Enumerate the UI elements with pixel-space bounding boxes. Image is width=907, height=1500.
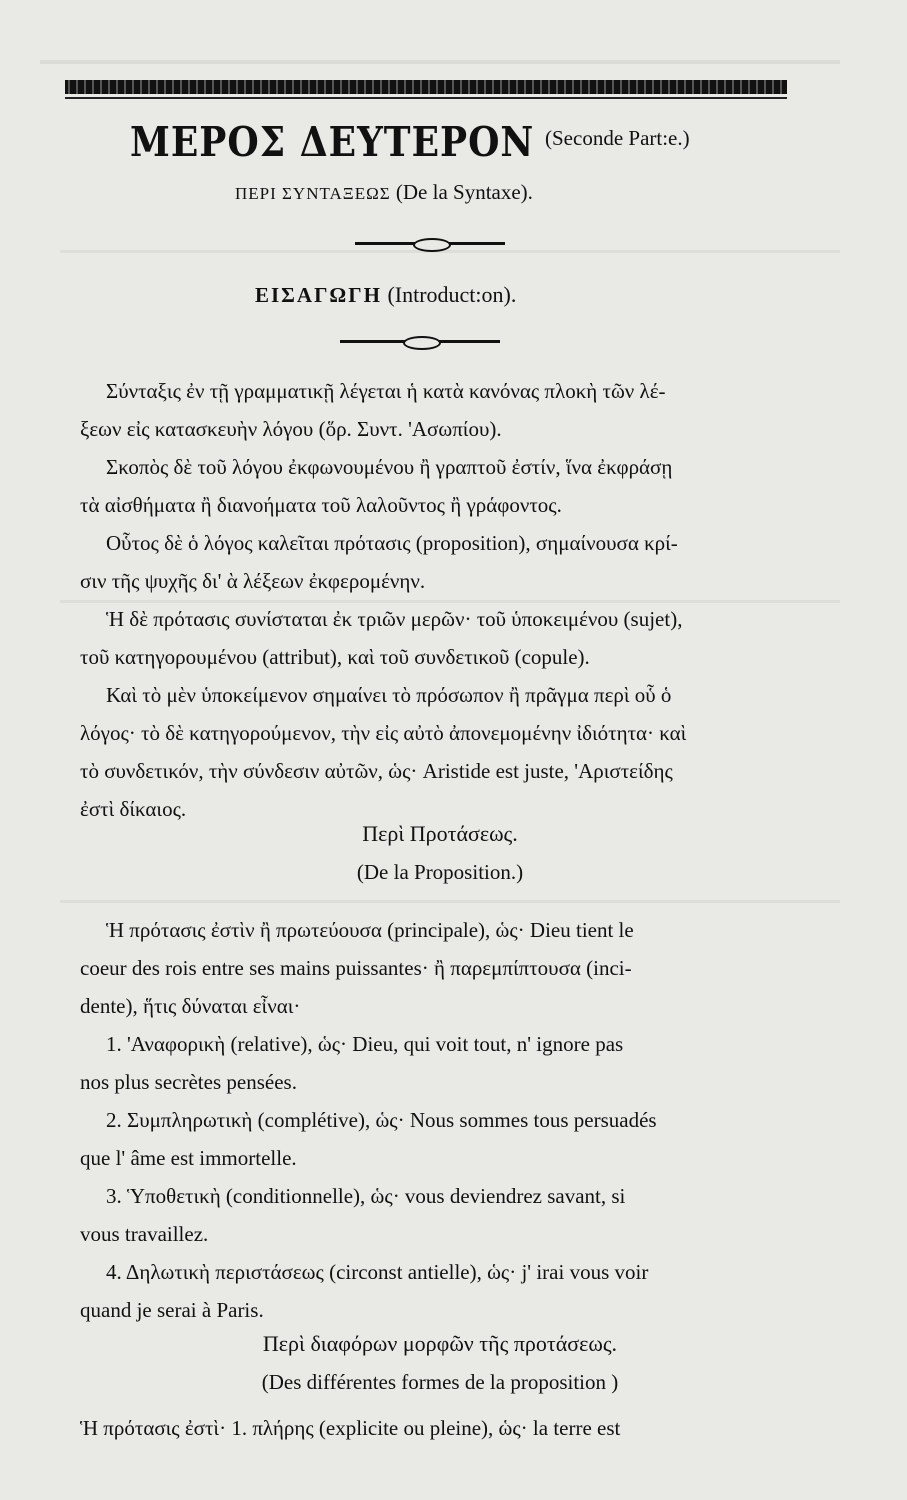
part-title: ΜΕΡΟΣ ΔΕΥΤΕΡΟΝ [130, 118, 535, 167]
list-item: 2. Συμπληρωτικὴ (complétive), ὡς· Nous sommes tous persuadés [106, 1108, 657, 1132]
syntax-heading [235, 180, 533, 205]
text-line: Σύνταξις ἐν τῇ γραμματικῇ λέγεται ἡ κατὰ κανόνας πλοκὴ τῶν λέ- [106, 379, 666, 403]
text-line: quand je serai à Paris. [80, 1298, 264, 1322]
header-rule-thin [65, 97, 787, 99]
section-heading-gr: Περὶ Προτάσεως. [362, 821, 518, 846]
ornament-divider [340, 340, 500, 343]
text-line: nos plus secrètes pensées. [80, 1070, 297, 1094]
text-line: Ἡ πρότασις ἐστὶν ἢ πρωτεύουσα (principale), ὡς· Dieu tient le [106, 918, 634, 942]
text-line: Καὶ τὸ μὲν ὑποκείμενον σημαίνει τὸ πρόσωπον ἢ πρᾶγμα περὶ οὗ ὁ [106, 683, 672, 707]
text-line: vous travaillez. [80, 1222, 209, 1246]
text-line: Σκοπὸς δὲ τοῦ λόγου ἐκφωνουμένου ἢ γραπτοῦ ἐστίν, ἵνα ἐκφράσῃ [106, 455, 673, 479]
text-line: que l' âme est immortelle. [80, 1146, 297, 1170]
section-heading-fr: (Des différentes formes de la proposition ) [261, 1370, 619, 1394]
text-line: ἐστὶ δίκαιος. [80, 797, 187, 821]
text-line: τοῦ κατηγορουμένου (attribut), καὶ τοῦ συνδετικοῦ (copule). [80, 645, 590, 669]
text-line: λόγος· τὸ δὲ κατηγορούμενον, τὴν εἰς αὐτὸ ἀπονεμομένην ἰδιότητα· καὶ [80, 721, 687, 745]
intro-heading-gr: ΕΙΣΑΓΩΓΗ [255, 283, 382, 307]
text-line: τὸ συνδετικόν, τὴν σύνδεσιν αὐτῶν, ὡς· Aristide est juste, 'Αριστείδης [80, 759, 673, 783]
syntax-heading-gr: ΠΕΡΙ ΣΥΝΤΑΞΕΩΣ [235, 184, 391, 203]
section-forms [80, 1325, 800, 1447]
text-line: Οὗτος δὲ ὁ λόγος καλεῖται πρότασις (proposition), σημαίνουσα κρί- [106, 531, 678, 555]
section-heading-fr: (De la Proposition.) [356, 860, 524, 884]
intro-body [80, 372, 800, 828]
text-line: σιν τῆς ψυχῆς δι' ὰ λέξεων ἐκφερομένην. [80, 569, 426, 593]
intro-heading [255, 282, 516, 308]
bleed-through-line [60, 250, 840, 253]
text-line: Ἡ δὲ πρότασις συνίσταται ἐκ τριῶν μερῶν· τοῦ ὑποκειμένου (sujet), [106, 607, 683, 631]
list-item: 1. 'Αναφορικὴ (relative), ὡς· Dieu, qui voit tout, n' ignore pas [106, 1032, 624, 1056]
text-line: ξεων εἰς κατασκευὴν λόγου (ὅρ. Συντ. 'Ασωπίου). [80, 417, 502, 441]
section-proposition [80, 815, 800, 1329]
text-line: dente), ἥτις δύναται εἶναι· [80, 994, 301, 1018]
text-line: Ἡ πρότασις ἐστὶ· 1. πλήρης (explicite ou pleine), ὡς· la terre est [80, 1416, 621, 1440]
intro-heading-fr: (Introduct:on). [387, 282, 517, 307]
list-item: 3. Ὑποθετικὴ (conditionnelle), ὡς· vous deviendrez savant, si [106, 1184, 626, 1208]
syntax-heading-fr: (De la Syntaxe). [395, 180, 533, 204]
part-title-fr: (Seconde Part:e.) [545, 126, 690, 150]
header-rule [65, 80, 787, 94]
text-line: coeur des rois entre ses mains puissantes· ἢ παρεμπίπτουσα (inci- [80, 956, 632, 980]
bleed-through-line [40, 60, 840, 64]
section-heading-gr: Περὶ διαφόρων μορφῶν τῆς προτάσεως. [262, 1331, 618, 1356]
text-line: τὰ αἰσθήματα ἢ διανοήματα τοῦ λαλοῦντος ἢ γράφοντος. [80, 493, 562, 517]
list-item: 4. Δηλωτικὴ περιστάσεως (circonst antielle), ὡς· j' irai vous voir [106, 1260, 649, 1284]
ornament-divider [355, 242, 505, 245]
